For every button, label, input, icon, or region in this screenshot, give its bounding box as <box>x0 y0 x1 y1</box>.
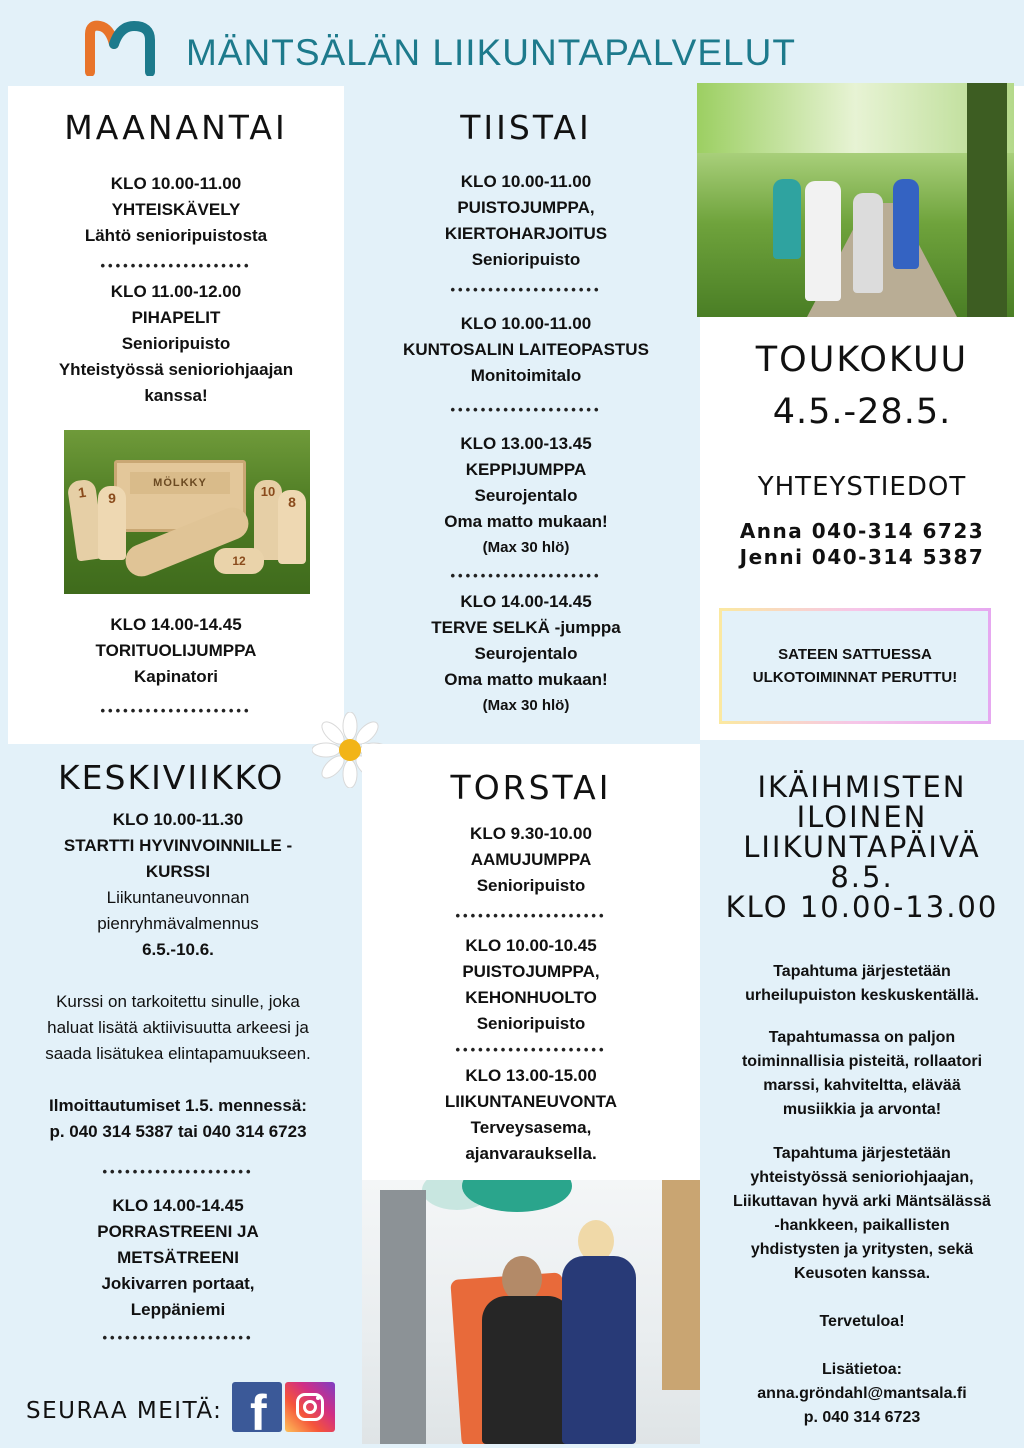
walker <box>853 193 883 293</box>
event-place: Senioripuisto <box>476 1014 586 1033</box>
rain-notice-line2: ULKOTOIMINNAT PERUTTU! <box>752 669 958 686</box>
event-day-text: -hankkeen, paikallisten <box>774 1217 950 1234</box>
event-time: KLO 10.00-10.45 <box>465 936 597 955</box>
walker <box>893 179 919 269</box>
m-logo-icon <box>84 20 158 76</box>
event-time: KLO 13.00-13.45 <box>460 434 592 453</box>
follow-label: SEURAA MEITÄ: <box>26 1398 223 1424</box>
event-day-text: marssi, kahviteltta, elävää <box>763 1077 961 1094</box>
pin: 9 <box>98 486 126 560</box>
event-place: Lähtö senioripuistosta <box>84 226 268 245</box>
event-time: KLO 10.00-11.30 <box>112 810 244 829</box>
facebook-glyph: f <box>250 1385 267 1432</box>
event-note: kanssa! <box>144 386 208 405</box>
walking-group-photo <box>697 83 1014 317</box>
molkky-image <box>64 430 310 594</box>
thursday-event-3 <box>362 1063 700 1167</box>
facebook-icon[interactable] <box>232 1382 282 1432</box>
event-name: TERVE SELKÄ -jumppa <box>431 618 621 637</box>
event-name: METSÄTREENI <box>117 1248 239 1267</box>
thursday-title: TORSTAI <box>450 768 612 807</box>
event-time: KLO 13.00-15.00 <box>465 1066 597 1085</box>
course-text: saada lisätukea elintapamuukseen. <box>45 1044 311 1063</box>
event-desc: Liikuntaneuvonnan <box>106 888 250 907</box>
event-note: Yhteistyössä senioriohjaajan <box>58 360 294 379</box>
divider: •••••••••••••••••••• <box>450 282 602 297</box>
event-day-text: Liikuttavan hyvä arki Mäntsälässä <box>733 1193 991 1210</box>
divider: •••••••••••••••••••• <box>102 1330 254 1345</box>
event-day-activities <box>700 1026 1024 1122</box>
event-place: Senioripuisto <box>476 876 586 895</box>
event-name: STARTTI HYVINVOINNILLE - <box>63 836 293 855</box>
event-time: KLO 11.00-12.00 <box>110 282 242 301</box>
event-day-panel <box>700 744 1024 1448</box>
event-day-text: Tapahtuma järjestetään <box>773 1145 951 1162</box>
event-note: (Max 30 hlö) <box>482 697 570 714</box>
event-note: Oma matto mukaan! <box>444 512 608 531</box>
contacts-title: YHTEYSTIEDOT <box>757 472 967 502</box>
instructor-person <box>562 1256 636 1444</box>
event-day-text: Keusoten kanssa. <box>793 1265 931 1282</box>
event-name: PUISTOJUMPPA, <box>457 198 595 217</box>
event-day-text: Tapahtumassa on paljon <box>768 1029 956 1046</box>
event-name: PUISTOJUMPPA, <box>462 962 600 981</box>
event-time: KLO 14.00-14.45 <box>112 1196 244 1215</box>
wednesday-title: KESKIVIIKKO <box>58 758 285 797</box>
event-day-location <box>700 960 1024 1008</box>
registration-text: Ilmoittautumiset 1.5. mennessä: <box>49 1096 307 1115</box>
header <box>0 0 1024 84</box>
instagram-icon[interactable] <box>285 1382 335 1432</box>
tuesday-title: TIISTAI <box>460 108 592 147</box>
event-note: Oma matto mukaan! <box>444 670 608 689</box>
pin: 1 <box>67 478 106 561</box>
event-name: KURSSI <box>145 862 211 881</box>
thursday-event-2 <box>362 933 700 1037</box>
welcome-text: Tervetuloa! <box>819 1313 905 1330</box>
rain-notice-inner <box>722 611 988 721</box>
pin: 8 <box>278 490 306 564</box>
instagram-lens <box>303 1400 317 1414</box>
event-day-text: musiikkia ja arvonta! <box>782 1101 942 1118</box>
month-dates: 4.5.-28.5. <box>772 392 952 432</box>
contact-anna: Anna 040-314 6723 <box>739 519 985 543</box>
event-time: KLO 10.00-11.00 <box>460 172 592 191</box>
more-info <box>700 1358 1024 1430</box>
event-day-text: yhdistysten ja yritysten, sekä <box>750 1241 974 1258</box>
event-name: LIIKUNTANEUVONTA <box>444 1092 618 1111</box>
registration-text: p. 040 314 5387 tai 040 314 6723 <box>49 1122 307 1141</box>
event-day-title-line: IKÄIHMISTEN <box>757 770 967 804</box>
event-name: KIERTOHARJOITUS <box>444 224 608 243</box>
event-name: YHTEISKÄVELY <box>111 200 241 219</box>
event-day-title-line: ILOINEN <box>796 800 928 834</box>
event-time: KLO 10.00-11.00 <box>460 314 592 333</box>
event-name: TORITUOLIJUMPPA <box>95 641 257 660</box>
event-place: Jokivarren portaat, <box>101 1274 255 1293</box>
pin: 12 <box>214 548 264 574</box>
tuesday-panel <box>356 86 696 746</box>
tree <box>967 83 1007 317</box>
event-day-text: yhteistyössä senioriohjaajan, <box>750 1169 974 1186</box>
wednesday-event-2 <box>0 1193 356 1323</box>
event-dates: 6.5.-10.6. <box>142 940 214 959</box>
event-name: AAMUJUMPPA <box>470 850 592 869</box>
wednesday-event-1 <box>0 807 356 963</box>
wednesday-panel <box>0 746 356 1448</box>
contact-phone: p. 040 314 6723 <box>803 1409 921 1426</box>
event-place: ajanvarauksella. <box>465 1144 597 1163</box>
divider: •••••••••••••••••••• <box>455 1042 607 1057</box>
event-name: PORRASTREENI JA <box>97 1222 259 1241</box>
tuesday-event-2 <box>356 311 696 389</box>
pin: 10 <box>254 480 282 560</box>
event-desc: pienryhmävalmennus <box>97 914 259 933</box>
divider: •••••••••••••••••••• <box>102 1164 254 1179</box>
event-place: Senioripuisto <box>121 334 231 353</box>
month-title: TOUKOKUU <box>755 340 969 380</box>
event-day-title-line: LIIKUNTAPÄIVÄ <box>743 830 981 864</box>
tuesday-event-1 <box>356 169 696 273</box>
contact-email-link[interactable]: anna.gröndahl@mantsala.fi <box>757 1385 967 1402</box>
divider: •••••••••••••••••••• <box>450 568 602 583</box>
event-place: Senioripuisto <box>471 250 581 269</box>
page-title: MÄNTSÄLÄN LIIKUNTAPALVELUT <box>186 32 796 73</box>
event-time: KLO 14.00-14.45 <box>460 592 592 611</box>
event-day-title <box>700 772 1024 922</box>
monday-event-3 <box>8 612 344 690</box>
walker <box>773 179 801 259</box>
course-description <box>0 989 356 1067</box>
divider: •••••••••••••••••••• <box>455 908 607 923</box>
instagram-dot <box>316 1396 320 1400</box>
gym-ball <box>462 1180 572 1212</box>
monday-title: MAANANTAI <box>64 108 288 147</box>
thursday-panel <box>362 744 700 1180</box>
divider: •••••••••••••••••••• <box>450 402 602 417</box>
monday-event-2 <box>8 279 344 409</box>
monday-event-1 <box>8 171 344 249</box>
event-day-text: toiminnallisia pisteitä, rollaatori <box>741 1053 983 1070</box>
event-place: Leppäniemi <box>130 1300 226 1319</box>
event-note: (Max 30 hlö) <box>482 539 570 556</box>
tuesday-event-3 <box>356 431 696 561</box>
rain-notice-box <box>719 608 991 724</box>
event-place: Seurojentalo <box>474 644 578 663</box>
molkky-label: MÖLKKY <box>130 472 230 494</box>
event-day-title-line: 8.5. <box>830 860 894 894</box>
cable-machine <box>380 1190 426 1444</box>
event-place: Kapinatori <box>133 667 219 686</box>
contact-jenni: Jenni 040-314 5387 <box>739 545 985 569</box>
event-day-text: Tapahtuma järjestetään <box>773 963 951 980</box>
event-place: Monitoimitalo <box>470 366 582 385</box>
window-frame <box>662 1180 700 1390</box>
event-day-title-line: KLO 10.00-13.00 <box>725 890 999 924</box>
event-time: KLO 14.00-14.45 <box>110 615 242 634</box>
divider: •••••••••••••••••••• <box>100 258 252 273</box>
event-name: PIHAPELIT <box>131 308 221 327</box>
course-text: haluat lisätä aktiivisuutta arkeesi ja <box>47 1018 309 1037</box>
walker <box>805 181 841 301</box>
registration-info <box>0 1093 356 1145</box>
event-day-partners <box>700 1142 1024 1286</box>
course-text: Kurssi on tarkoitettu sinulle, joka <box>56 992 300 1011</box>
tuesday-event-4 <box>356 589 696 719</box>
divider: •••••••••••••••••••• <box>100 703 252 718</box>
senior-person <box>482 1296 572 1444</box>
more-info-title: Lisätietoa: <box>821 1361 902 1378</box>
event-name: KEHONHUOLTO <box>465 988 597 1007</box>
rain-notice-line1: SATEEN SATTUESSA <box>778 646 932 663</box>
event-time: KLO 10.00-11.00 <box>110 174 242 193</box>
event-place: Terveysasema, <box>470 1118 592 1137</box>
event-name: KUNTOSALIN LAITEOPASTUS <box>403 340 649 359</box>
gym-photo <box>362 1180 700 1444</box>
event-name: KEPPIJUMPPA <box>465 460 587 479</box>
monday-panel <box>8 86 344 744</box>
event-time: KLO 9.30-10.00 <box>470 824 592 843</box>
event-place: Seurojentalo <box>474 486 578 505</box>
event-day-text: urheilupuiston keskuskentällä. <box>745 987 979 1004</box>
thursday-event-1 <box>362 821 700 899</box>
